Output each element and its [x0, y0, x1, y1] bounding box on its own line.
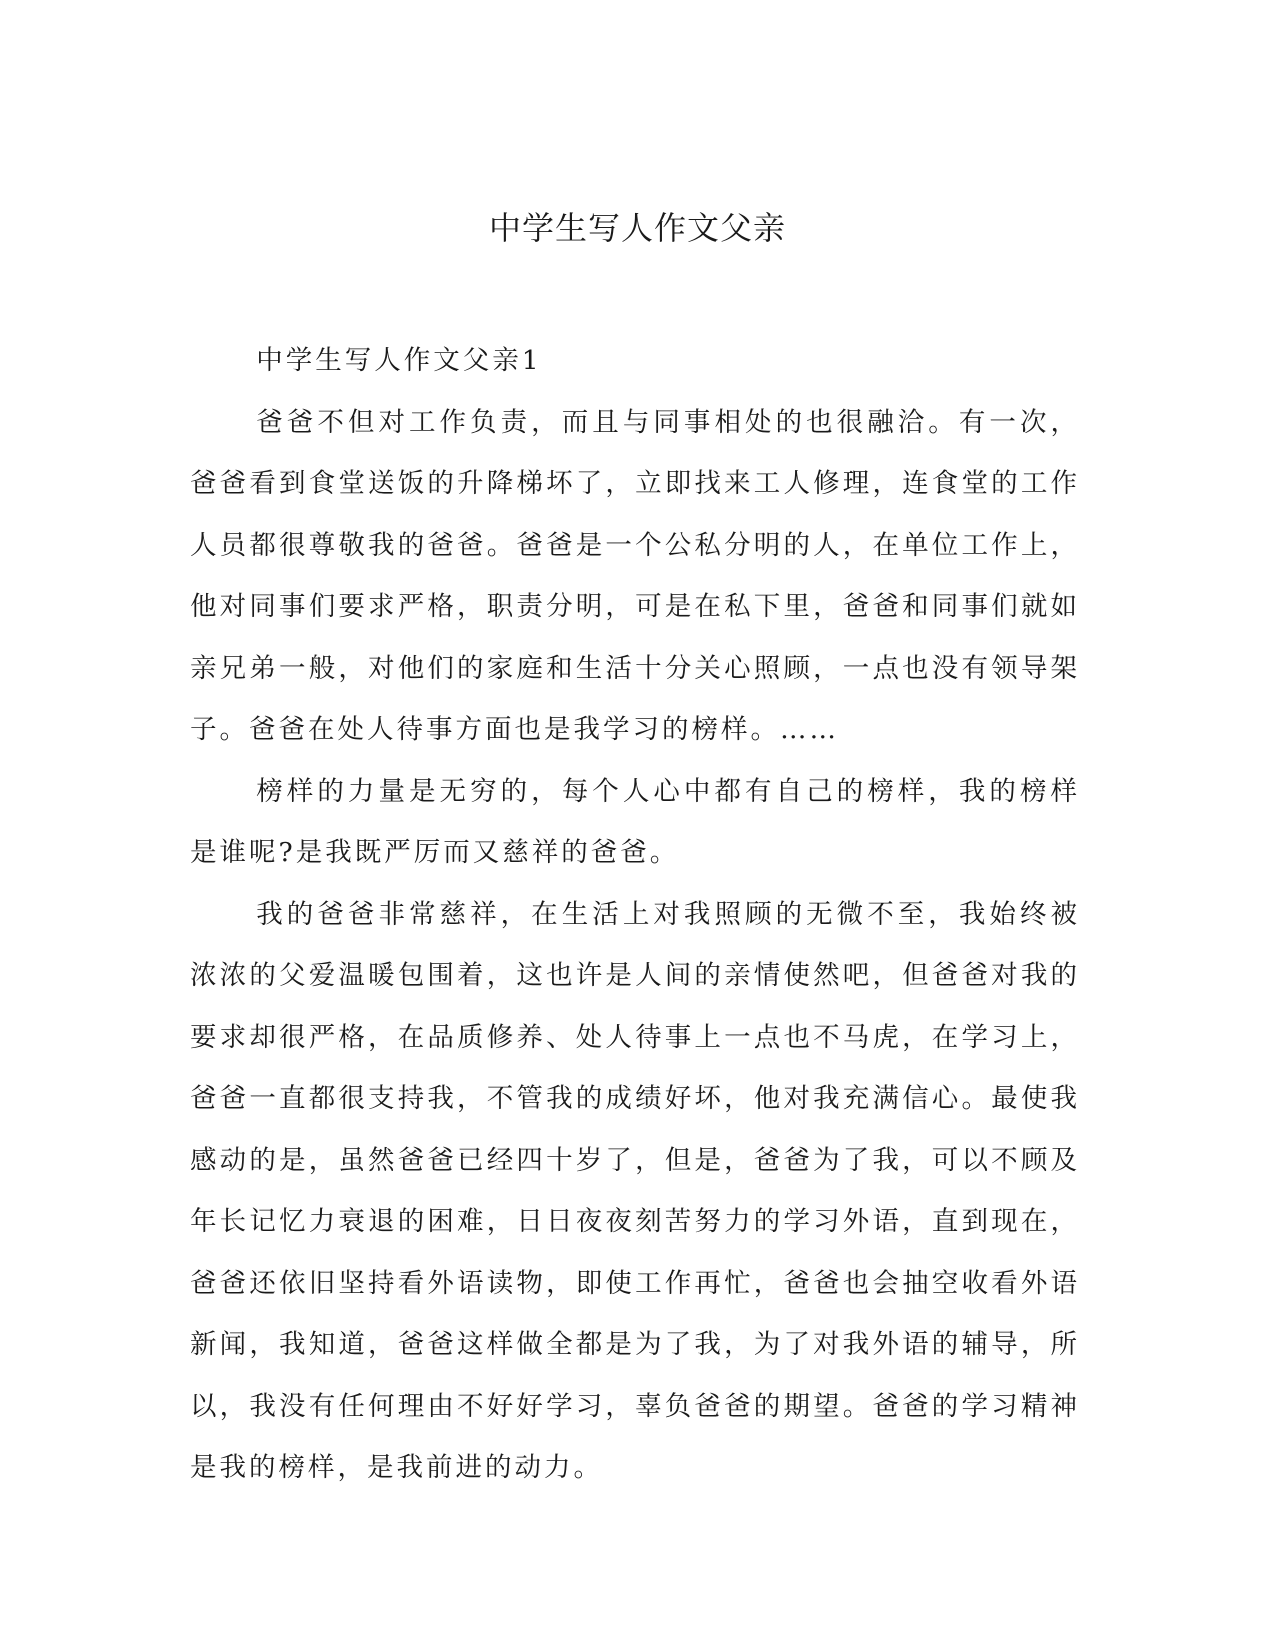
paragraph: 我的爸爸非常慈祥，在生活上对我照顾的无微不至，我始终被浓浓的父爱温暖包围着，这也许是人间的亲情使然吧，但爸爸对我的要求却很严格，在品质修养、处人待事上一点也不马虎，在学习上，爸爸一直都很支持我，不管我的成绩好坏，他对我充满信心。最使我感动的是，虽然爸爸已经四十岁了，但是，爸爸为了我，可以不顾及年长记忆力衰退的困难，日日夜夜刻苦努力的学习外语，直到现在，爸爸还依旧坚持看外语读物，即使工作再忙，爸爸也会抽空收看外语新闻，我知道，爸爸这样做全都是为了我，为了对我外语的辅导，所以，我没有任何理由不好好学习，辜负爸爸的期望。爸爸的学习精神是我的榜样，是我前进的动力。 — [190, 898, 1080, 1483]
section-heading: 中学生写人作文父亲1 — [256, 345, 542, 376]
document-body — [190, 330, 1080, 1499]
page-title: 中学生写人作文父亲 — [488, 209, 786, 247]
paragraph: 榜样的力量是无穷的，每个人心中都有自己的榜样，我的榜样是谁呢?是我既严厉而又慈祥的爸爸。 — [190, 775, 1080, 868]
paragraph: 爸爸不但对工作负责，而且与同事相处的也很融洽。有一次，爸爸看到食堂送饭的升降梯坏了，立即找来工人修理，连食堂的工作人员都很尊敬我的爸爸。爸爸是一个公私分明的人，在单位工作上，他对同事们要求严格，职责分明，可是在私下里，爸爸和同事们就如亲兄弟一般，对他们的家庭和生活十分关心照顾，一点也没有领导架子。爸爸在处人待事方面也是我学习的榜样。…… — [190, 406, 1080, 745]
